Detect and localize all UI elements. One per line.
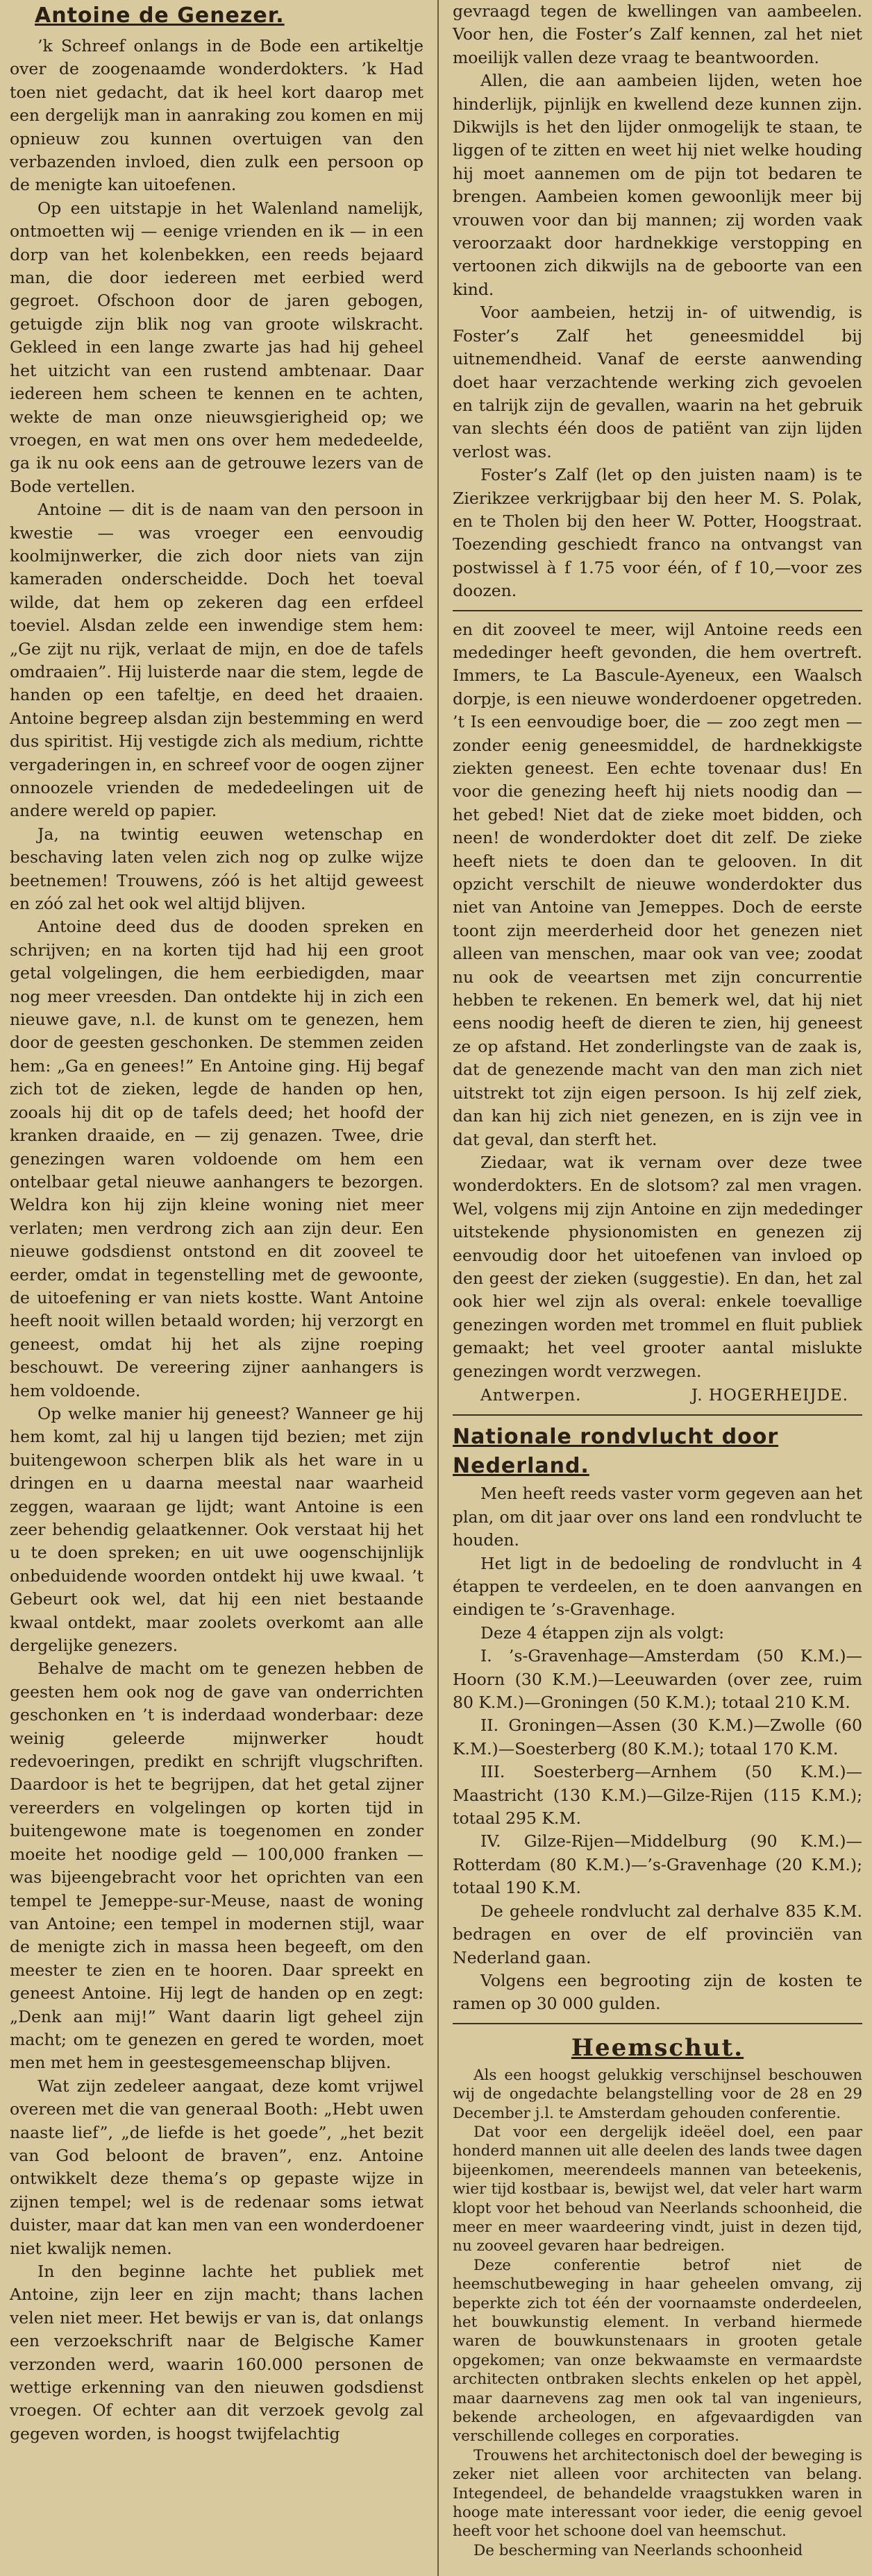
paragraph: In den beginne lachte het publiek met Antoine, zijn leer en zijn macht; thans lachen velen niet meer. Het bewijs er van is, dat onlangs een verzoekschrift naar de Belgische Kamer verzonden werd, waarin 160.000 personen de wettige erkenning van den nieuwen godsdienst vroegen. Of echter aan dit verzoek gevolg zal gegeven worden, is hoogst twijfelachtig bbox=[10, 2262, 424, 2443]
column-divider bbox=[437, 0, 439, 2576]
article-title-heemschut: Heemschut. bbox=[571, 2033, 744, 2062]
paragraph: Dat voor een dergelijk ideëel doel, een paar honderd mannen uit alle deelen des lands twee dagen bijeenkomen, meerendeels mannen van beteekenis, wier tijd kostbaar is, bewijst wel, dat veler hart warm klopt voor het behoud van Neerlands schoonheid, die meer en meer waardeering vindt, juist in dezen tijd, nu zooveel gevaren haar bedreigen. bbox=[453, 2123, 862, 2255]
article-title-antoine: Antoine de Genezer. bbox=[35, 3, 285, 28]
paragraph: Op een uitstapje in het Walenland namelijk, ontmoetten wij — eenige vrienden en ik — in een dorp van het kolenbekken, een reeds bejaard man, die door iedereen met eerbied werd gegroet. Ofschoon door de jaren gebogen, getuigde zijn blik nog van groote wilskracht. Gekleed in een lange zwarte jas had hij geheel het uitzicht van een rustend ambtenaar. Daar iedereen hem scheen te kennen en te achten, wekte de man onze nieuwsgierigheid op; we vroegen, en wat men ons over hem mededeelde, ga ik nu ook eens aan de getrouwe lezers van de Bode vertellen. bbox=[10, 198, 424, 496]
paragraph: Antoine deed dus de dooden spreken en schrijven; en na korten tijd had hij een groot getal volgelingen, die hem eerbiedigden, maar nog meer vreesden. Dan ontdekte hij in zich een nieuwe gave, n.l. de kunst om te genezen, hem door de geesten geschonken. De stemmen zeiden hem: „Ga en genees!” En Antoine ging. Hij begaf zich tot de zieken, legde de handen op hen, zooals hij dit op de tafels deed; het hoofd der kranken draaide, en — zij genazen. Twee, drie genezingen waren voldoende om hem een ontelbaar getal nieuwe aanhangers te bezorgen. Weldra kon hij zijn kleine woning niet meer verlaten; men verdrong zich aan zijn deur. Een nieuwe godsdienst ontstond en dit zooveel te eerder, omdat in tegenstelling met de gewoonte, de uitoefening er van niets kostte. Want Antoine heeft nooit willen betaald worden; hij verzorgt en geneest, omdat hij het als zijne roeping beschouwt. De vereering zijner aanhangers is hem voldoende. bbox=[10, 917, 424, 1400]
paragraph: De geheele rondvlucht zal derhalve 835 K.M. bedragen en over de elf provinciën van Nederland gaan. bbox=[453, 1901, 862, 1967]
paragraph: gevraagd tegen de kwellingen van aambeelen. Voor hen, die Foster’s Zalf kennen, zal het niet moeilijk vallen deze vraag te beantwoorden. bbox=[453, 1, 862, 67]
paragraph: I. ’s-Gravenhage—Amsterdam (50 K.M.)—Hoorn (30 K.M.)—Leeuwarden (over zee, ruim 80 K.M.)—Groningen (50 K.M.); totaal 210 K.M. bbox=[453, 1646, 862, 1713]
paragraph: Ziedaar, wat ik vernam over deze twee wonderdokters. En de slotsom? zal men vragen. Wel, volgens mij zijn Antoine en zijn mededinger uitstekende physionomisten en genezen zij eenvoudig door het uitoefenen van invloed op den geest der zieken (suggestie). En dan, het zal ook hier wel zijn als overal: enkele toevallige genezingen worden met trommel en fluit publiek gemaakt; het veel grooter aantal mislukte genezingen wordt verzwegen. bbox=[453, 1152, 862, 1381]
article-title-rondvlucht: Nationale rondvlucht door Nederland. bbox=[453, 1425, 779, 1479]
signature-name: J. HOGERHEIJDE. bbox=[691, 1386, 848, 1405]
paragraph: Deze 4 étappen zijn als volgt: bbox=[480, 1622, 725, 1643]
paragraph: Foster’s Zalf (let op den juisten naam) is te Zierikzee verkrijgbaar bij den heer M. S. Polak, en te Tholen bij den heer W. Potter, Hoogstraat. Toezending geschiedt franco na ontvangst van postwissel à f 1.75 voor één, of f 10,—voor zes doozen. bbox=[453, 465, 862, 601]
paragraph: Antoine — dit is de naam van den persoon in kwestie — was vroeger een eenvoudig koolmijnwerker, die zich door niets van zijn kameraden onderscheidde. Doch het toeval wilde, dat hem op zekeren dag een erfdeel toeviel. Alsdan zelde een inwendige stem hem: „Ge zijt nu rijk, verlaat de mijn, en doe de tafels omdraaien”. Hij luisterde naar die stem, legde de handen op een tafeltje, en deed het draaien. Antoine begreep alsdan zijn bestemming en werd dus spiritist. Hij vestigde zich als medium, richtte vergaderingen in, en schreef voor de oogen zijner onnoozele vrienden de mededeelingen uit de andere wereld op papier. bbox=[10, 500, 424, 821]
section-rule bbox=[453, 610, 862, 611]
paragraph: Als een hoogst gelukkig verschijnsel beschouwen wij de ongedachte belangstelling voor de 28 en 29 December j.l. te Amsterdam gehouden conferentie. bbox=[453, 2066, 862, 2122]
article-signature bbox=[453, 1384, 862, 1407]
paragraph: II. Groningen—Assen (30 K.M.)—Zwolle (60 K.M.)—Soesterberg (80 K.M.); totaal 170 K.M. bbox=[453, 1715, 862, 1759]
section-rule bbox=[453, 1414, 862, 1416]
paragraph: III. Soesterberg—Arnhem (50 K.M.)—Maastricht (130 K.M.)—Gilze-Rijen (115 K.M.); totaal 295 K.M. bbox=[453, 1762, 862, 1829]
paragraph: IV. Gilze-Rijen—Middelburg (90 K.M.)—Rotterdam (80 K.M.)—’s-Gravenhage (20 K.M.); totaal 190 K.M. bbox=[453, 1831, 862, 1898]
article-body-antoine bbox=[10, 35, 424, 2446]
article-body-heemschut bbox=[453, 2066, 862, 2561]
paragraph: De bescherming van Neerlands schoonheid bbox=[473, 2541, 803, 2559]
section-rule bbox=[453, 2023, 862, 2024]
paragraph: Wat zijn zedeleer aangaat, deze komt vrijwel overeen met die van generaal Booth: „Hebt uwen naaste lief”, „de liefde is het goede”, „het bezit van God beloont de braven”, enz. Antoine ontwikkelt deze thema’s op gepaste wijze in zijnen tempel; wel is de redenaar soms ietwat duister, maar dat kan men van een wonderdoener niet kwalijk nemen. bbox=[10, 2076, 424, 2258]
paragraph: ’k Schreef onlangs in de Bode een artikeltje over de zoogenaamde wonderdokters. ’k Had toen niet gedacht, dat ik heel kort daarop met een dergelijk man in aanraking zou komen en mij opnieuw zou kunnen overtuigen van den verbazenden invloed, dien zulk een persoon op de menigte kan uitoefenen. bbox=[10, 36, 424, 195]
paragraph: Allen, die aan aambeien lijden, weten hoe hinderlijk, pijnlijk en kwellend deze kunnen zijn. Dikwijls is het den lijder onmogelijk te staan, te liggen of te zitten en weet hij niet welke houding hij moet aannemen om de pijn tot bedaren te brengen. Aambeien komen gewoonlijk meer bij vrouwen voor dan bij mannen; zij worden vaak veroorzaakt door hardnekkige verstopping en vertoonen zich dikwijls na de geboorte van een kind. bbox=[453, 71, 862, 299]
left-column bbox=[6, 0, 430, 2446]
paragraph: en dit zooveel te meer, wijl Antoine reeds een mededinger heeft gevonden, die hem overtreft. Immers, te La Bascule-Ayeneux, een Waalsch dorpje, is een nieuwe wonderdoener opgetreden. ’t Is een eenvoudige boer, die — zoo zegt men — zonder eenig geneesmiddel, de hardnekkigste ziekten geneest. Een echte tovenaar dus! En voor die genezing heeft hij niets noodig dan — het gebed! Niet dat de zieke moet bidden, och neen! de wonderdokter doet dit zelf. De zieke heeft niets te doen dan te gelooven. In dit opzicht verschilt de nieuwe wonderdokter dus niet van Antoine van Jemeppes. Doch de eerste toont zijn meerderheid door het genezen niet alleen van menschen, maar ook van vee; zoodat nu ook de veeartsen met zijn concurrentie hebben te rekenen. En bemerk wel, dat hij niet eens noodig heeft de dieren te zien, hij geneest ze op afstand. Het zonderlingste van de zaak is, dat de genezende macht van den man zich niet uitstrekt tot zijn eigen persoon. Is hij zelf ziek, dan kan hij zich niet genezen, en is zijn vee in dat geval, dan sterft het. bbox=[453, 619, 862, 1149]
paragraph: Trouwens het architectonisch doel der beweging is zeker niet alleen voor architecten van belang. Integendeel, de behandelde vraagstukken waren in hooge mate interessant voor ieder, die eenig gevoel heeft voor het schoone doel van heemschut. bbox=[453, 2446, 862, 2541]
paragraph: Voor aambeien, hetzij in- of uitwendig, is Foster’s Zalf het geneesmiddel bij uitnemendheid. Vanaf de eerste aanwending doet haar verzachtende werking zich gevoelen en talrijk zijn de gevallen, waarin na het gebruik van slechts één doos de patiënt van zijn lijden verlost was. bbox=[453, 303, 862, 461]
paragraph: Op welke manier hij geneest? Wanneer ge hij hem komt, zal hij u langen tijd bezien; met zijn buitengewoon scherpen blik als het ware in u dringen en u daarna meestal naar waarheid zeggen, waaraan ge lijdt; want Antoine is een zeer behendig gelaatkenner. Ook verstaat hij het u te doen spreken; en uit uwe oogenschijnlijk onbeduidende woorden ontdekt hij uwe kwaal. ’t Gebeurt ook wel, dat hij een niet bestaande kwaal ontdekt, maar zoolets overkomt aan alle dergelijke genezers. bbox=[10, 1403, 424, 1656]
paragraph: Deze conferentie betrof niet de heemschutbeweging in haar geheelen omvang, zij beperkte zich tot één der voornaamste onderdeelen, het bouwkunstig element. In verband hiermede waren de bouwkunstenaars in grooten getale opgekomen; van onze bekwaamste en vermaardste architecten ontbraken slechts enkelen op het appèl, maar daarnevens zag men ook tal van ingenieurs, bekende archeologen, en afgevaardigden van verschillende colleges en corporaties. bbox=[453, 2256, 862, 2446]
advertisement-foster-zalf bbox=[453, 0, 862, 603]
paragraph: Men heeft reeds vaster vorm gegeven aan het plan, om dit jaar over ons land een rondvlucht te houden. bbox=[453, 1484, 862, 1550]
paragraph: Ja, na twintig eeuwen wetenschap en beschaving laten velen zich nog op zulke wijze beetnemen! Trouwens, zóó is het altijd geweest en zóó zal het ook wel altijd blijven. bbox=[10, 824, 424, 914]
article-body-rondvlucht bbox=[453, 1482, 862, 2015]
right-column bbox=[444, 0, 866, 2560]
article-continuation-antoine bbox=[453, 618, 862, 1383]
signature-place: Antwerpen. bbox=[480, 1386, 582, 1405]
paragraph: Volgens een begrooting zijn de kosten te ramen op 30 000 gulden. bbox=[453, 1970, 862, 2014]
paragraph: Het ligt in de bedoeling de rondvlucht in 4 étappen te verdeelen, en te doen aanvangen en eindigen te ’s-Gravenhage. bbox=[453, 1553, 862, 1620]
paragraph: Behalve de macht om te genezen hebben de geesten hem ook nog de gave van onderrichten geschonken en ’t is inderdaad wonderbaar: deze weinig geleerde mijnwerker houdt redevoeringen, predikt en schrijft vlugschriften. Daardoor is het te begrijpen, dat het getal zijner vereerders en volgelingen op korten tijd in buitengewone mate is toegenomen en zonder moeite het noodige geld — 100,000 franken — was bijeengebracht voor het oprichten van een tempel te Jemeppe-sur-Meuse, naast de woning van Antoine; een tempel in modernen stijl, waar de menigte zich in massa heen begeeft, om den meester te zien en te hooren. Daar spreekt en geneest Antoine. Hij legt de handen op en zegt: „Denk aan mij!” Want daarin ligt geheel zijn macht; om te genezen en gered te worden, moet men met hem in geestesgemeenschap blijven. bbox=[10, 1659, 424, 2073]
